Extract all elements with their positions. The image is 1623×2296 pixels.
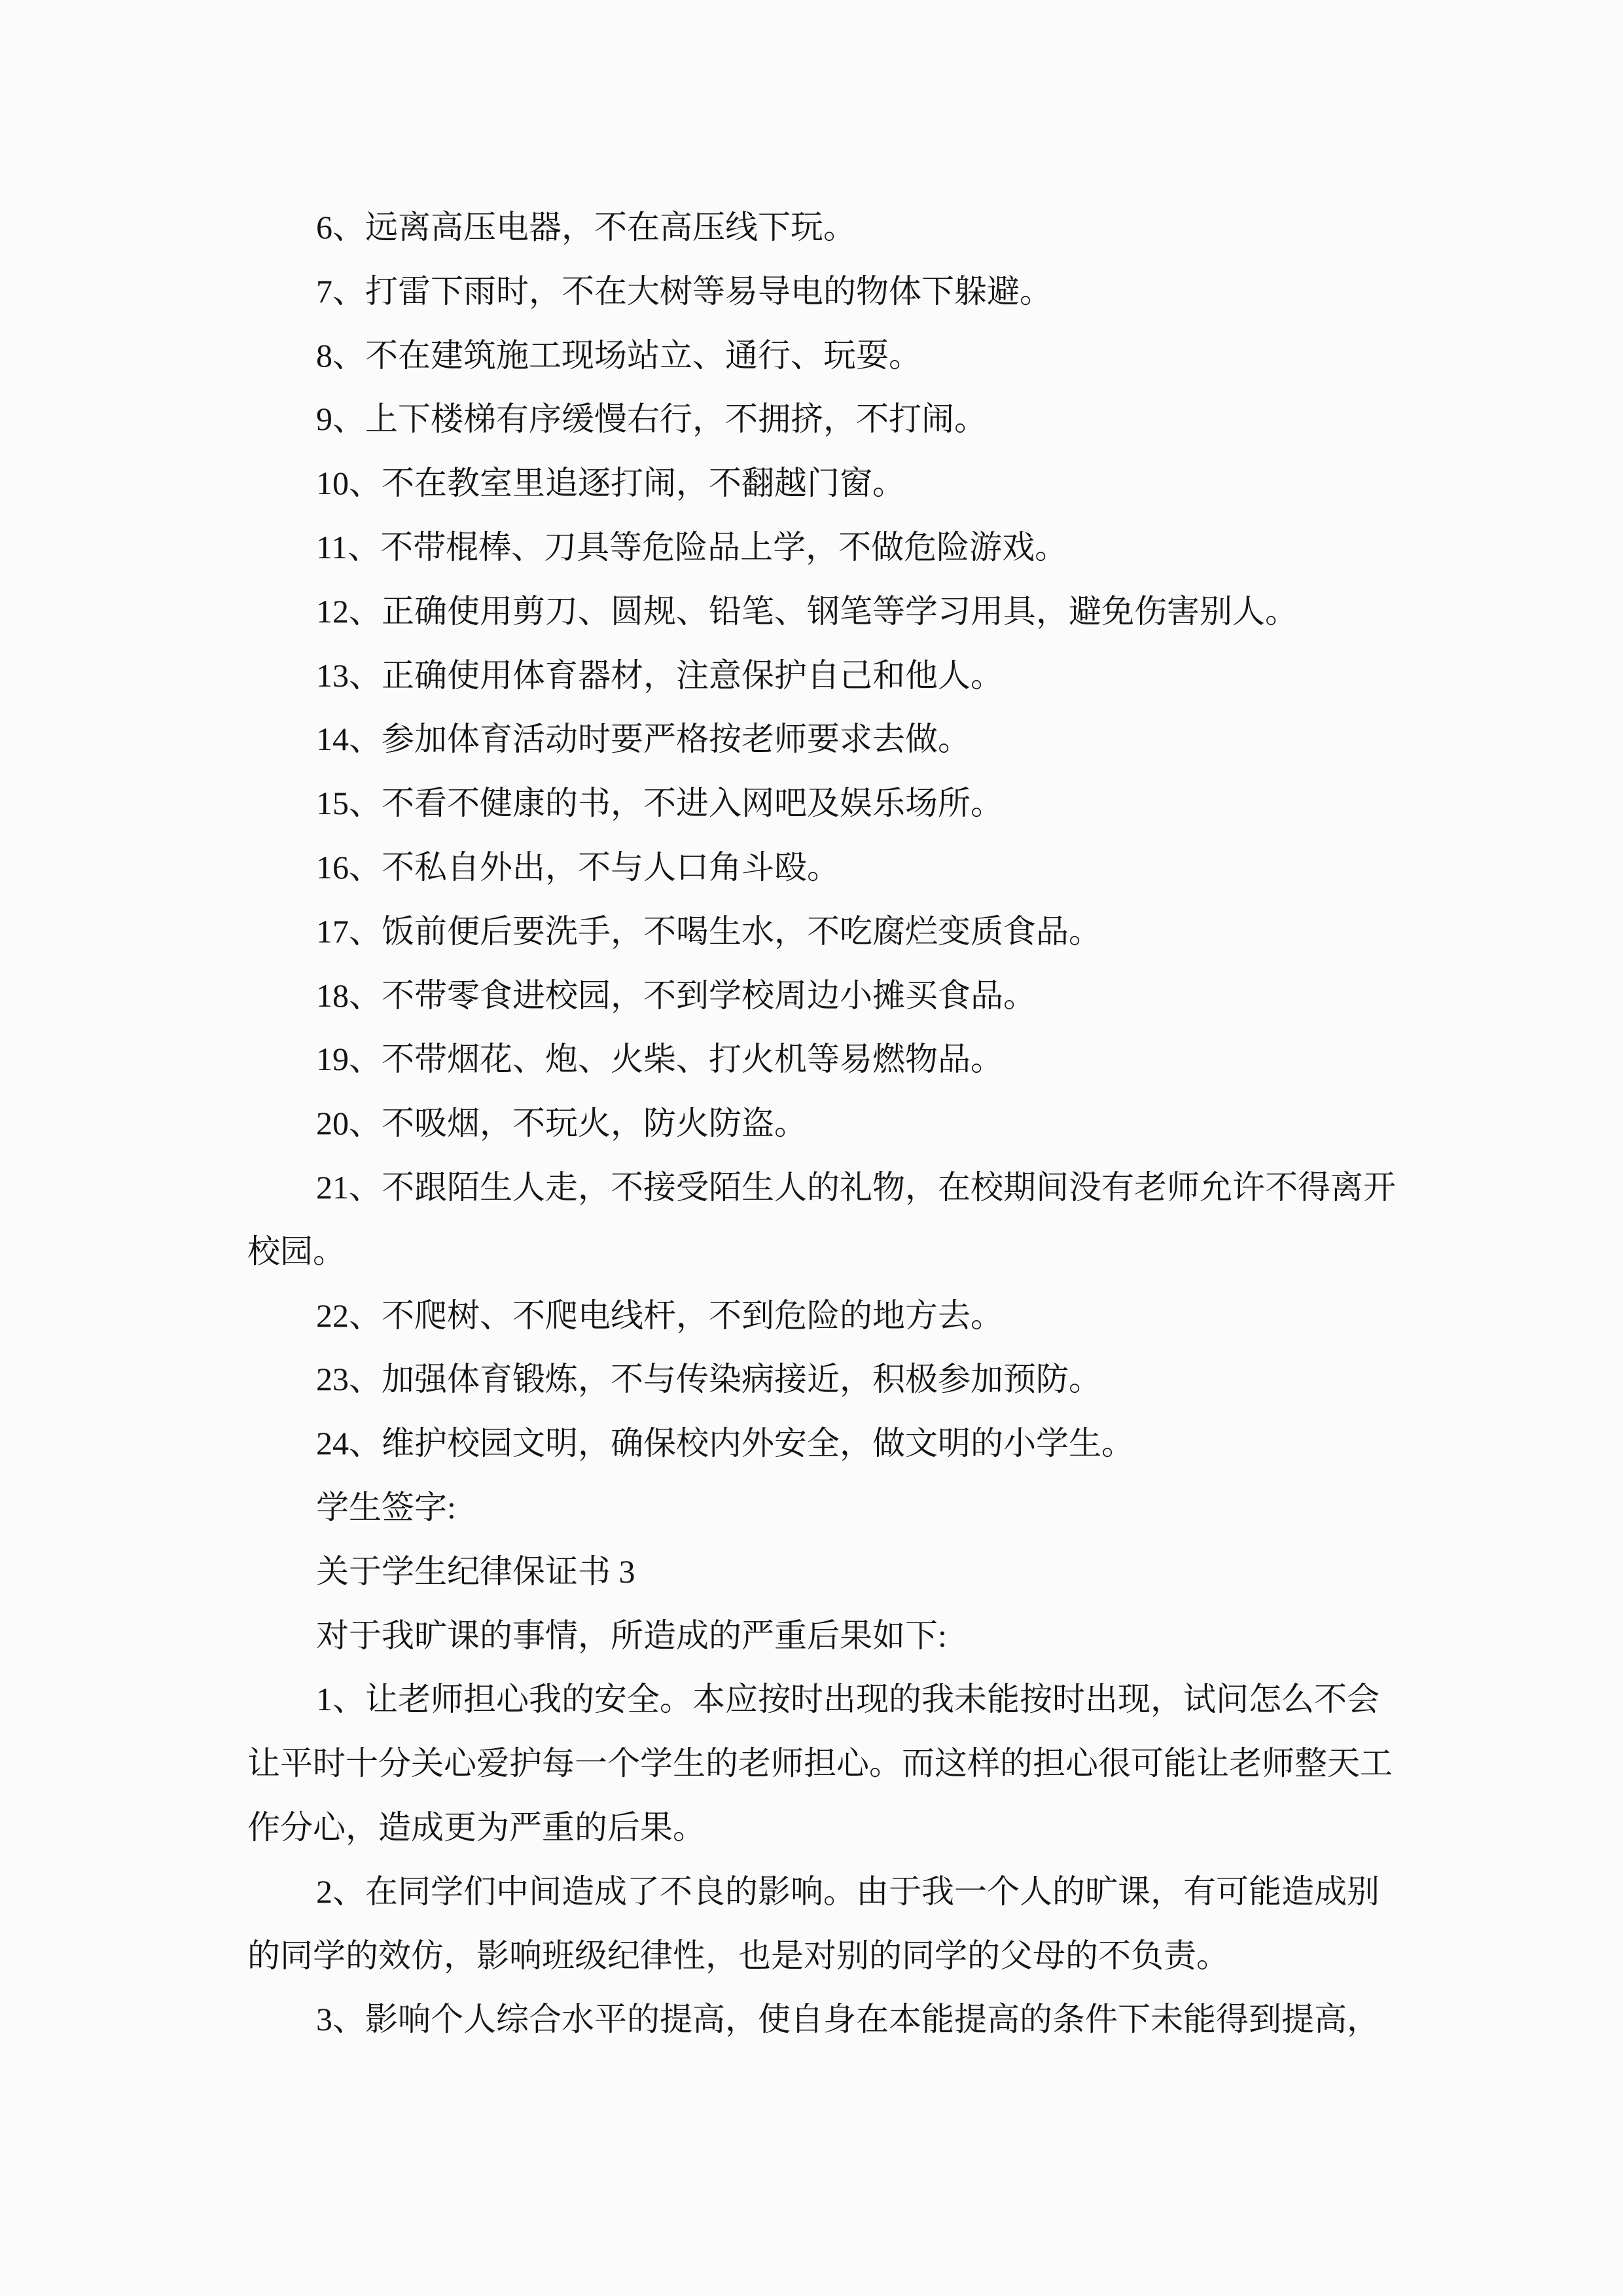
text-line: 6、远离高压电器，不在高压线下玩。 — [316, 209, 856, 245]
text-line: 18、不带零食进校园，不到学校周边小摊买食品。 — [316, 977, 1036, 1014]
text-line: 让平时十分关心爱护每一个学生的老师担心。而这样的担心很可能让老师整天工 — [247, 1745, 1393, 1782]
text-line: 关于学生纪律保证书 3 — [316, 1552, 635, 1590]
text-line: 14、参加体育活动时要严格按老师要求去做。 — [316, 721, 971, 758]
text-line: 13、正确使用体育器材，注意保护自己和他人。 — [316, 656, 1003, 694]
text-block — [247, 196, 1412, 2052]
text-line: 学生签字: — [316, 1488, 456, 1526]
text-line: 9、上下楼梯有序缓慢右行，不拥挤，不打闹。 — [316, 401, 987, 438]
text-line: 16、不私自外出，不与人口角斗殴。 — [316, 848, 840, 886]
text-line: 19、不带烟花、炮、火柴、打火机等易燃物品。 — [316, 1041, 1003, 1078]
text-line: 24、维护校园文明，确保校内外安全，做文明的小学生。 — [316, 1425, 1134, 1462]
text-line: 20、不吸烟，不玩火，防火防盗。 — [316, 1105, 807, 1142]
text-line: 11、不带棍棒、刀具等危险品上学，不做危险游戏。 — [316, 528, 1068, 565]
text-line: 3、影响个人综合水平的提高，使自身在本能提高的条件下未能得到提高， — [316, 2001, 1380, 2038]
text-line: 7、打雷下雨时，不在大树等易导电的物体下躲避。 — [316, 272, 1052, 310]
text-line: 作分心，造成更为严重的后果。 — [247, 1808, 705, 1846]
text-line: 对于我旷课的事情，所造成的严重后果如下: — [316, 1617, 947, 1654]
text-line: 15、不看不健康的书，不进入网吧及娱乐场所。 — [316, 785, 1003, 822]
text-line: 的同学的效仿，影响班级纪律性，也是对别的同学的父母的不负责。 — [247, 1937, 1229, 1974]
text-line: 21、不跟陌生人走，不接受陌生人的礼物，在校期间没有老师允许不得离开 — [316, 1168, 1396, 1206]
text-line: 2、在同学们中间造成了不良的影响。由于我一个人的旷课，有可能造成别 — [316, 1873, 1380, 1910]
text-line: 22、不爬树、不爬电线杆，不到危险的地方去。 — [316, 1297, 1003, 1334]
text-line: 17、饭前便后要洗手，不喝生水，不吃腐烂变质食品。 — [316, 912, 1101, 950]
text-line: 23、加强体育锻炼，不与传染病接近，积极参加预防。 — [316, 1361, 1101, 1398]
text-line: 1、让老师担心我的安全。本应按时出现的我未能按时出现，试问怎么不会 — [316, 1681, 1380, 1718]
text-line: 校园。 — [247, 1232, 346, 1270]
text-line: 12、正确使用剪刀、圆规、铅笔、钢笔等学习用具，避免伤害别人。 — [316, 592, 1298, 630]
text-line: 8、不在建筑施工现场站立、通行、玩耍。 — [316, 336, 921, 374]
text-line: 10、不在教室里追逐打闹，不翻越门窗。 — [316, 465, 905, 502]
